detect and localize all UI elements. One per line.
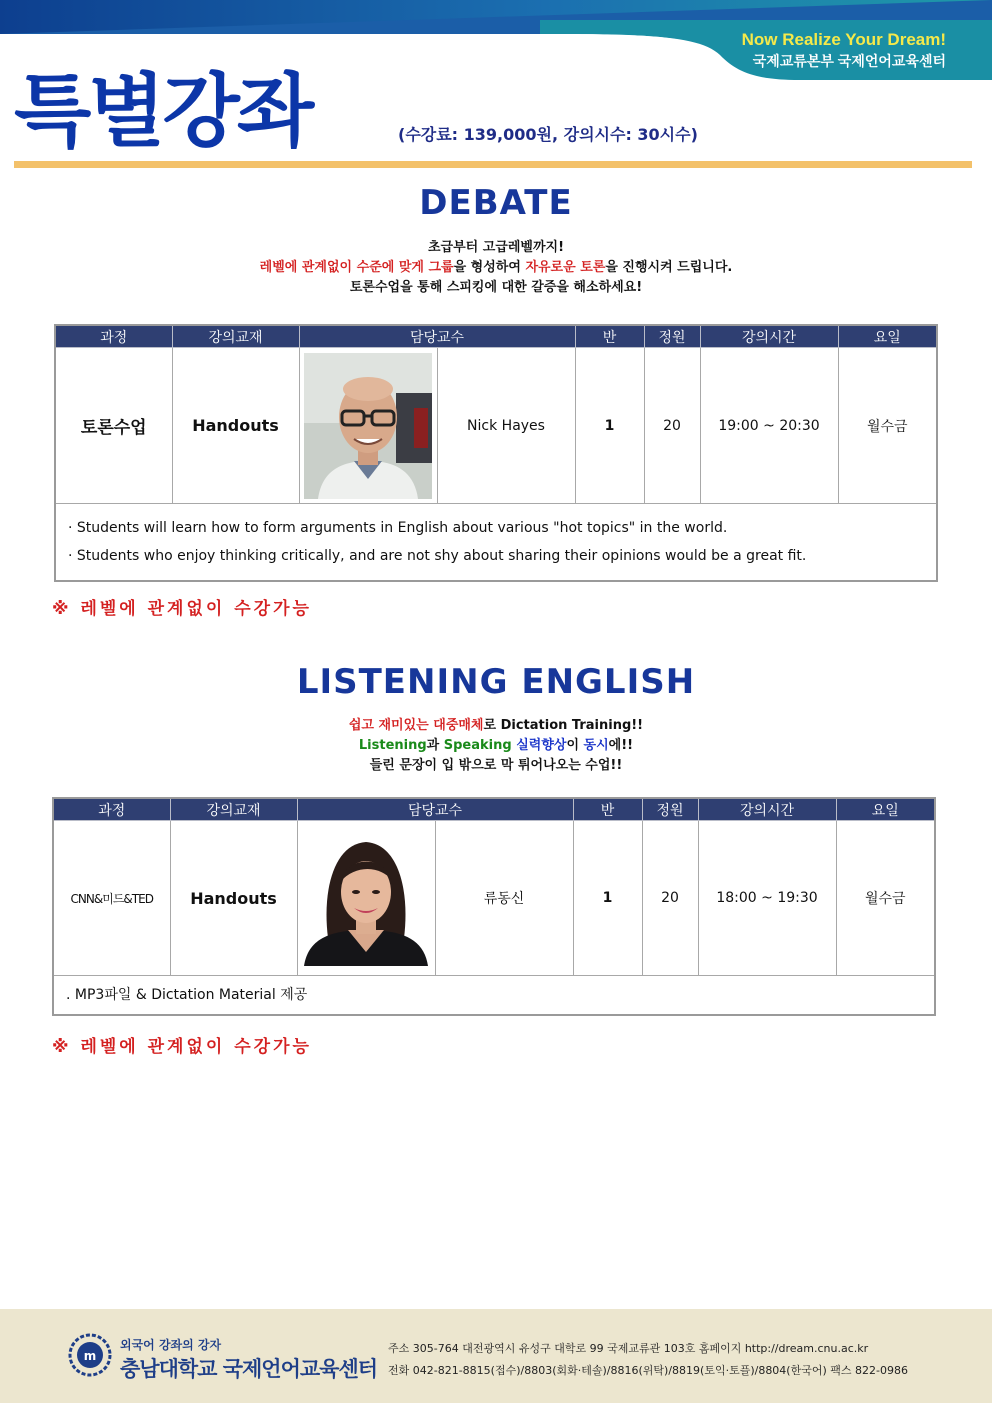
header-professor: 담당교수 (297, 798, 573, 821)
listening-title: LISTENING ENGLISH (296, 662, 696, 702)
debate-course-table (54, 324, 938, 582)
professor-portrait-image (304, 830, 428, 966)
footer-phone: 전화 042-821-8815(접수)/8803(회화·테솔)/8816(위탁)/8819(토익·토플)/8804(한국어) 팩스 822-0986 (388, 1364, 908, 1377)
footer-address: 주소 305-764 대전광역시 유성구 대학로 99 국제교류관 103호 홈페이지 http://dream.cnu.ac.kr (388, 1342, 869, 1355)
table-row (53, 976, 935, 1016)
header-class: 반 (575, 325, 644, 348)
course-note-1: · Students will learn how to form arguments in English about various "hot topics" in the world. (68, 520, 728, 536)
header-days: 요일 (838, 325, 937, 348)
header-class: 반 (573, 798, 642, 821)
svg-text:m: m (83, 1349, 97, 1363)
course-notes (55, 504, 937, 582)
listening-intro-line3: 들린 문장이 입 밖으로 막 튀어나오는 수업!! (369, 758, 623, 773)
header-professor: 담당교수 (299, 325, 575, 348)
professor-photo (299, 348, 437, 504)
listening-intro-improvement: 실력향상 (511, 738, 567, 753)
course-name: CNN&미드&TED (53, 821, 170, 976)
class-capacity: 20 (644, 348, 700, 504)
page-title: 특별강좌 (14, 65, 312, 158)
header-capacity: 정원 (642, 798, 698, 821)
class-days: 월수금 (836, 821, 935, 976)
professor-portrait-image (304, 353, 432, 499)
course-note-2: · Students who enjoy thinking critically, and are not shy about sharing their opinions would be a great fit. (68, 548, 807, 564)
listening-intro (0, 716, 992, 776)
listening-level-notice: ※ 레벨에 관계없이 수강가능 (52, 1037, 312, 1057)
professor-name: Nick Hayes (437, 348, 575, 504)
class-number: 1 (573, 821, 642, 976)
listening-intro-text-2: 과 (426, 738, 444, 753)
class-number: 1 (575, 348, 644, 504)
listening-intro-text-1: 로 Dictation Training!! (483, 718, 644, 733)
header-time: 강의시간 (700, 325, 838, 348)
debate-intro-highlight-1: 레벨에 관계없이 수준에 맞게 그룹 (259, 260, 454, 275)
table-row (55, 348, 937, 504)
debate-intro-line3: 토론수업을 통해 스피킹에 대한 갈증을 해소하세요! (349, 280, 643, 295)
course-fee-info: (수강료: 139,000원, 강의시수: 30시수) (398, 125, 698, 144)
header-slogan: Now Realize Your Dream! (741, 30, 946, 49)
header-material: 강의교재 (172, 325, 299, 348)
listening-intro-simultaneous: 동시 (583, 738, 609, 753)
class-days: 월수금 (838, 348, 937, 504)
table-row (53, 821, 935, 976)
professor-photo (297, 821, 435, 976)
course-note-1: . MP3파일 & Dictation Material 제공 (66, 987, 308, 1003)
debate-intro-line1: 초급부터 고급레벨까지! (427, 240, 565, 255)
header-department: 국제교류본부 국제언어교육센터 (752, 53, 946, 69)
listening-intro-speaking: Speaking (443, 738, 512, 753)
footer (0, 1309, 992, 1403)
listening-intro-text-3: 이 (566, 738, 584, 753)
debate-intro-line2 (0, 258, 992, 278)
footer-center-name: 충남대학교 국제언어교육센터 (120, 1357, 378, 1381)
university-emblem-icon (68, 1333, 112, 1377)
debate-intro-highlight-2: 자유로운 토론 (525, 260, 606, 275)
debate-level-notice: ※ 레벨에 관계없이 수강가능 (52, 599, 312, 619)
course-material: Handouts (172, 348, 299, 504)
listening-intro-text-4: 에!! (608, 738, 634, 753)
title-divider (14, 161, 972, 168)
header-material: 강의교재 (170, 798, 297, 821)
listening-intro-line2 (0, 736, 992, 756)
header-course: 과정 (55, 325, 172, 348)
footer-tagline: 외국어 강좌의 강자 (120, 1338, 222, 1352)
header-time: 강의시간 (698, 798, 836, 821)
listening-intro-line1 (0, 716, 992, 736)
debate-intro-text-2: 을 진행시켜 드립니다. (605, 260, 733, 275)
listening-intro-highlight-1: 쉽고 재미있는 대중매체 (348, 718, 484, 733)
course-name: 토론수업 (55, 348, 172, 504)
listening-course-table (52, 797, 936, 1016)
class-time: 18:00 ~ 19:30 (698, 821, 836, 976)
class-capacity: 20 (642, 821, 698, 976)
header-course: 과정 (53, 798, 170, 821)
header-days: 요일 (836, 798, 935, 821)
header-capacity: 정원 (644, 325, 700, 348)
debate-intro (0, 238, 992, 298)
debate-title: DEBATE (419, 183, 573, 223)
debate-intro-text-1: 을 형성하여 (453, 260, 526, 275)
course-material: Handouts (170, 821, 297, 976)
listening-intro-listening: Listening (358, 738, 427, 753)
class-time: 19:00 ~ 20:30 (700, 348, 838, 504)
professor-name: 류동신 (435, 821, 573, 976)
course-notes (53, 976, 935, 1016)
table-row (55, 504, 937, 582)
